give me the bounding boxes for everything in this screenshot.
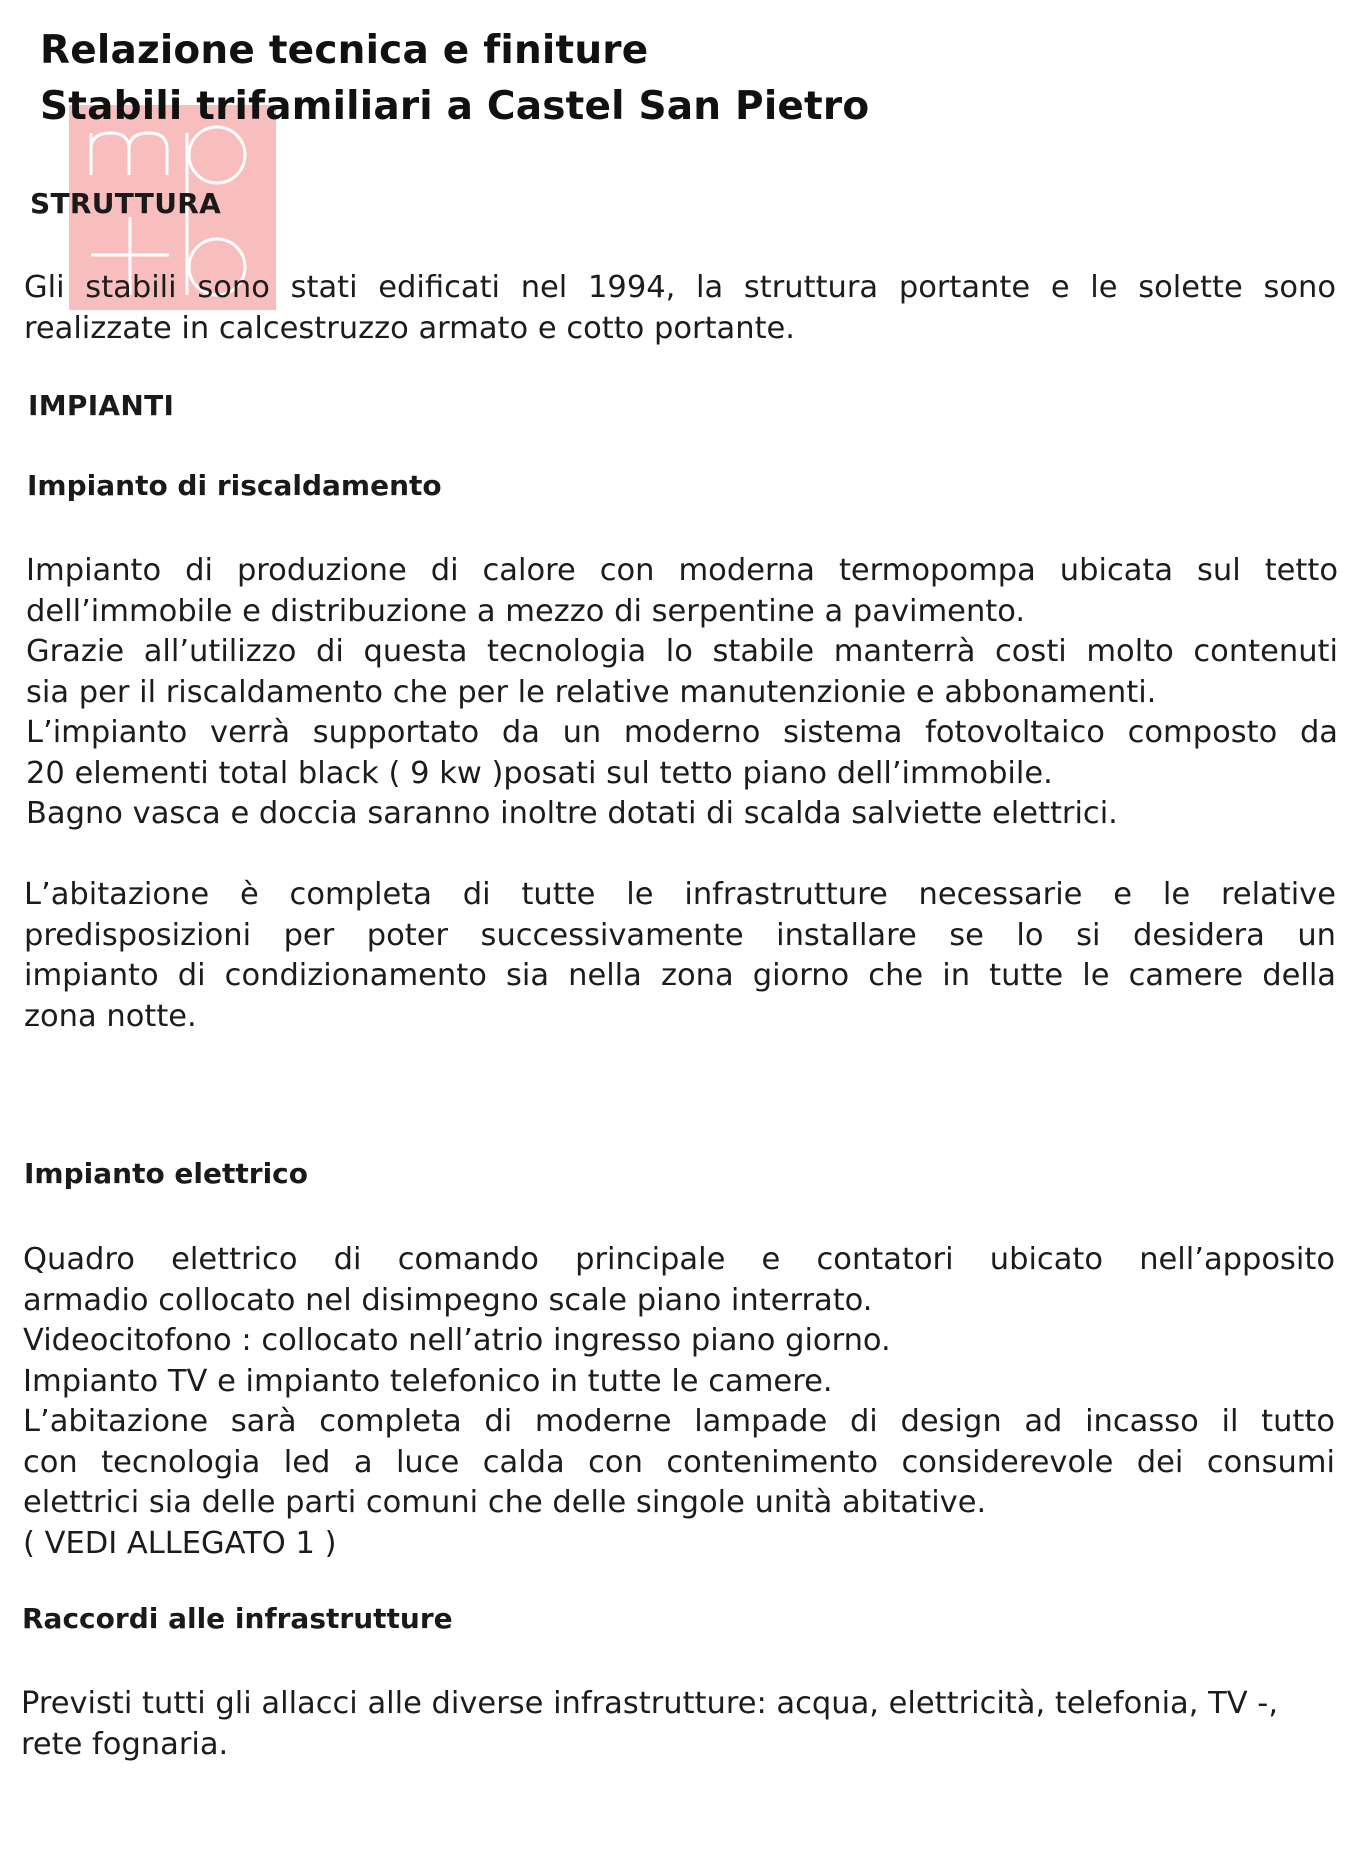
text-line: Bagno vasca e doccia saranno inoltre dotati di scalda salviette elettrici. xyxy=(26,796,1118,831)
text-line: zona notte. xyxy=(24,998,197,1034)
section-heading-struttura: STRUTTURA xyxy=(30,187,222,220)
paragraph-struttura xyxy=(24,268,1336,349)
text-line: impianto di condizionamento sia nella zona giorno che in tutte le camere della xyxy=(24,958,1336,993)
text-line: armadio collocato nel disimpegno scale piano interrato. xyxy=(23,1282,873,1318)
text-line: ( VEDI ALLEGATO 1 ) xyxy=(23,1525,337,1561)
text-line: Grazie all’utilizzo di questa tecnologia lo stabile manterrà costi molto contenuti xyxy=(26,634,1338,669)
text-line: sia per il riscaldamento che per le relative manutenzionie e abbonamenti. xyxy=(26,674,1157,710)
document-title-line-1: Relazione tecnica e finiture xyxy=(40,28,649,73)
text-line: Videocitofono : collocato nell’atrio ingresso piano giorno. xyxy=(23,1323,891,1358)
document-title-line-2: Stabili trifamiliari a Castel San Pietro xyxy=(40,84,870,129)
paragraph-elettrico xyxy=(23,1240,1335,1564)
text-line: realizzate in calcestruzzo armato e cotto portante. xyxy=(24,310,795,346)
text-line: 20 elementi total black ( 9 kw )posati sul tetto piano dell’immobile. xyxy=(26,755,1053,791)
text-line: L’abitazione sarà completa di moderne lampade di design ad incasso il tutto xyxy=(23,1404,1335,1439)
text-line: Gli stabili sono stati edificati nel 1994, la struttura portante e le solette sono xyxy=(24,270,1336,305)
text-line: elettrici sia delle parti comuni che delle singole unità abitative. xyxy=(23,1485,987,1520)
text-line: Impianto di produzione di calore con moderna termopompa ubicata sul tetto xyxy=(26,553,1338,588)
text-line: con tecnologia led a luce calda con contenimento considerevole dei consumi xyxy=(23,1444,1335,1480)
text-line: L’abitazione è completa di tutte le infrastrutture necessarie e le relative xyxy=(24,877,1336,912)
paragraph-predisposizioni xyxy=(24,875,1336,1037)
paragraph-raccordi xyxy=(21,1684,1333,1765)
text-line: Previsti tutti gli allacci alle diverse infrastrutture: acqua, elettricità, telefonia, TV -, xyxy=(21,1686,1279,1721)
text-line: dell’immobile e distribuzione a mezzo di serpentine a pavimento. xyxy=(26,593,1026,629)
subsection-heading-riscaldamento: Impianto di riscaldamento xyxy=(27,469,442,502)
subsection-heading-raccordi: Raccordi alle infrastrutture xyxy=(22,1602,453,1635)
text-line: L’impianto verrà supportato da un moderno sistema fotovoltaico composto da xyxy=(26,715,1338,750)
text-line: Impianto TV e impianto telefonico in tutte le camere. xyxy=(23,1363,833,1399)
section-heading-impianti: IMPIANTI xyxy=(28,389,175,422)
text-line: Quadro elettrico di comando principale e contatori ubicato nell’apposito xyxy=(23,1242,1335,1277)
subsection-heading-elettrico: Impianto elettrico xyxy=(24,1157,309,1190)
text-line: predisposizioni per poter successivamente installare se lo si desidera un xyxy=(24,917,1336,953)
paragraph-riscaldamento xyxy=(26,551,1338,835)
text-line: rete fognaria. xyxy=(21,1726,229,1762)
